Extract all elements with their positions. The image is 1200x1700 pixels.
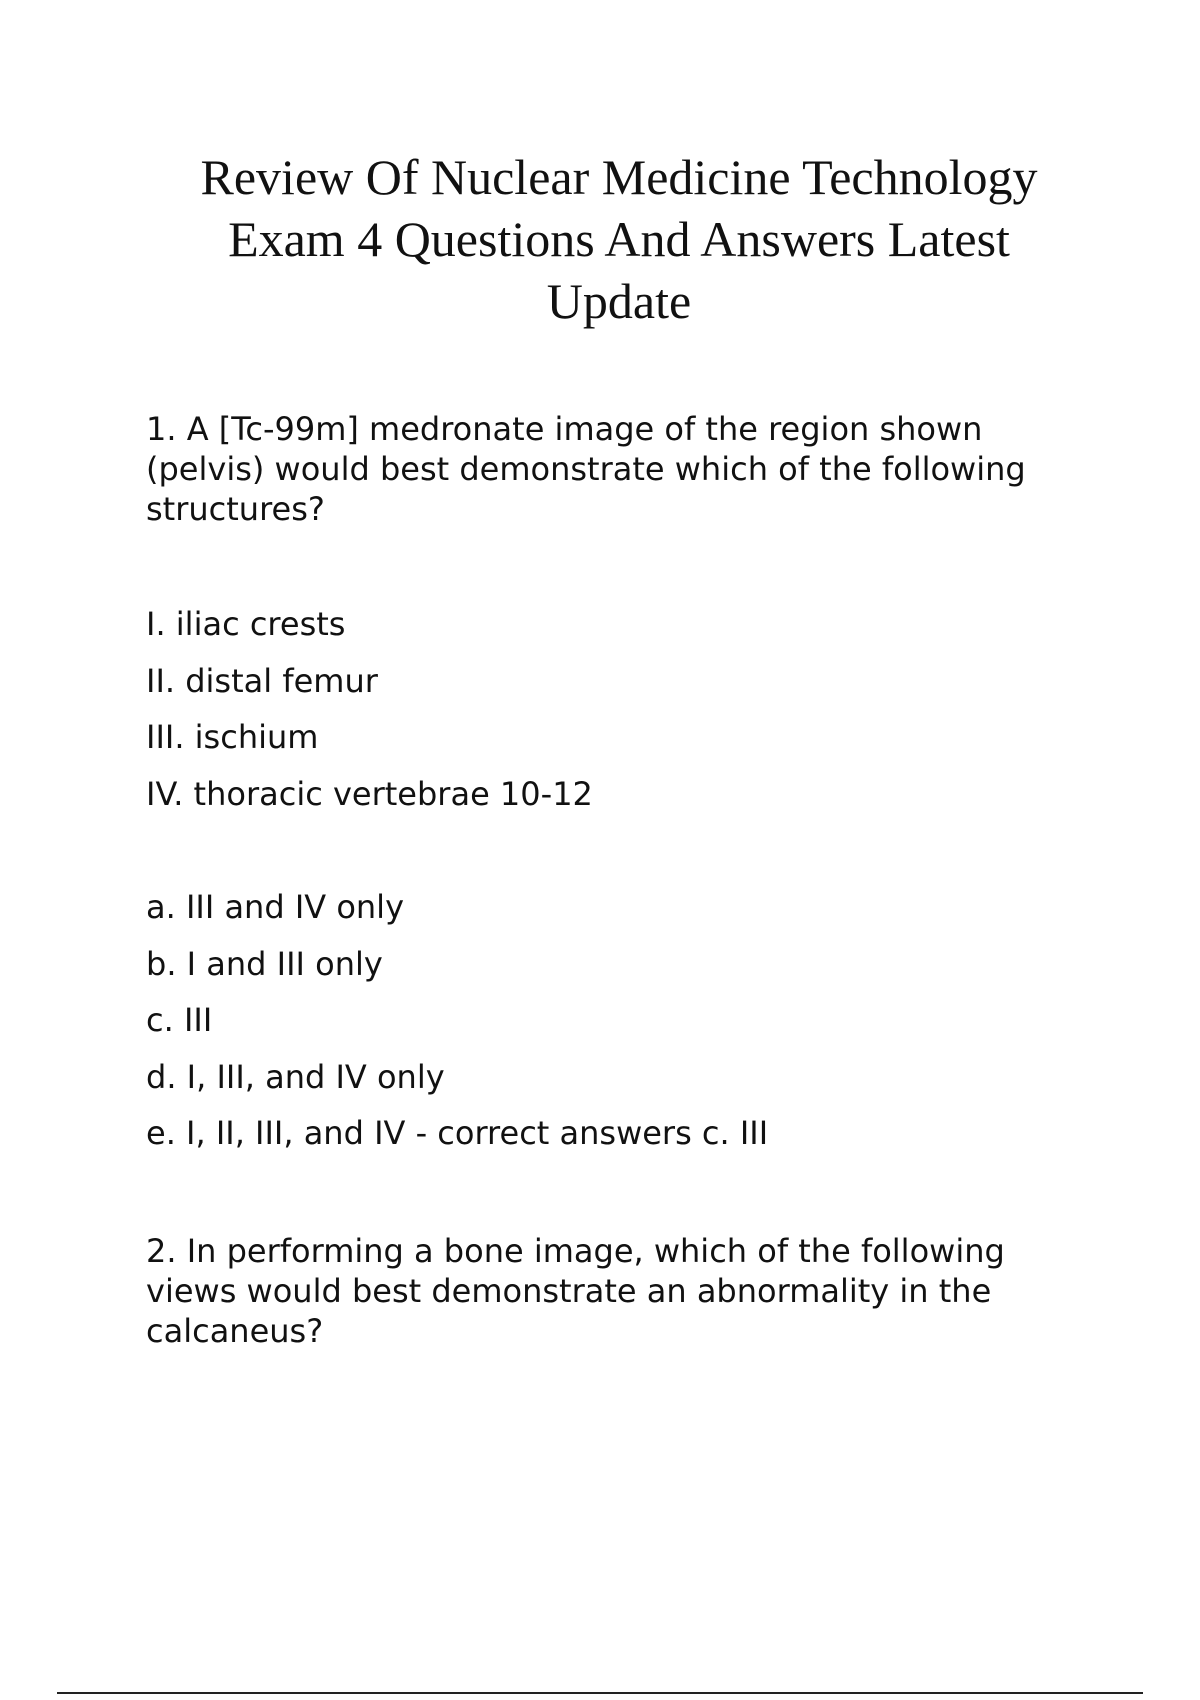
question-1-text: 1. A [Tc-99m] medronate image of the region shown (pelvis) would best demonstrate which of the following structures? <box>146 410 1026 528</box>
statement-item: II. distal femur <box>146 661 378 700</box>
statement-item: III. ischium <box>146 718 319 756</box>
answer-choice: e. I, II, III, and IV - correct answers c. III <box>146 1114 769 1152</box>
answer-choice: b. I and III only <box>146 944 383 983</box>
footer-divider <box>57 1692 1143 1694</box>
document-title: Review Of Nuclear Medicine Technology Exam 4 Questions And Answers Latest Update <box>200 149 1038 329</box>
statement-list <box>146 604 593 830</box>
answer-choice: a. III and IV only <box>146 888 404 926</box>
answer-choice: d. I, III, and IV only <box>146 1057 445 1096</box>
answer-choice-list <box>146 887 768 1170</box>
answer-choice: c. III <box>146 1001 213 1039</box>
statement-item: I. iliac crests <box>146 605 346 643</box>
question-2-text: 2. In performing a bone image, which of the following views would best demonstrate an abnormality in the calcaneus? <box>146 1232 1005 1350</box>
statement-item: IV. thoracic vertebrae 10-12 <box>146 774 593 813</box>
